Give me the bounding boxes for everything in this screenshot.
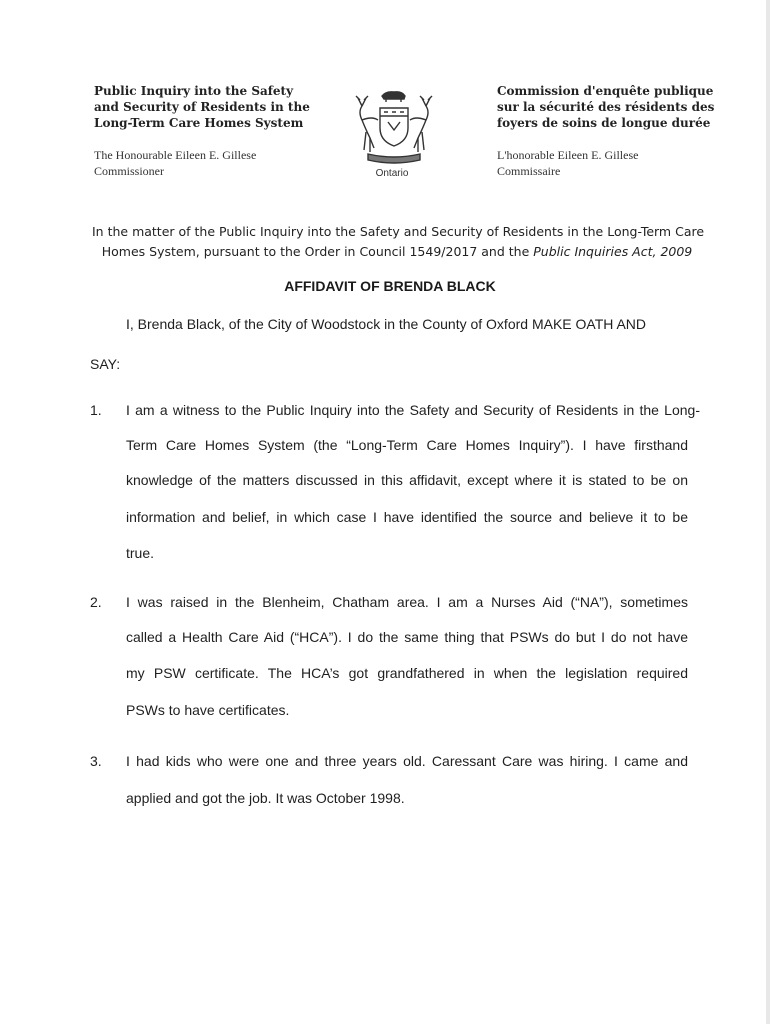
paragraph-number: 3. [90,753,102,769]
matter-statement [92,222,705,262]
commissioner-french [497,147,737,179]
matter-act-name: Public Inquiries Act, 2009 [533,244,693,259]
ontario-crest-icon [344,86,444,168]
paragraph-line: I was raised in the Blenheim, Chatham area. I am a Nurses Aid (“NA”), sometimes [126,594,688,610]
paragraph-line: true. [126,545,155,561]
inquiry-name-french [497,83,737,131]
inquiry-name-english-line2: and Security of Residents in the [94,100,310,114]
inquiry-name-french-line3: foyers de soins de longue durée [497,116,711,130]
affidavit-title: AFFIDAVIT OF BRENDA BLACK [284,278,496,294]
commissioner-title-english: Commissioner [94,164,165,178]
inquiry-name-english-line1: Public Inquiry into the Safety [94,84,294,98]
matter-line2 [92,242,702,262]
paragraph-line: knowledge of the matters discussed in this affidavit, except where it is stated to be on [126,472,688,488]
crest-label: Ontario [375,168,409,179]
paragraph-number: 2. [90,594,102,610]
paragraph-number: 1. [90,402,102,418]
inquiry-name-french-line1: Commission d'enquête publique [497,84,714,98]
paragraph-line: PSWs to have certificates. [126,702,290,718]
page-edge-shadow [766,0,770,1024]
matter-line1: In the matter of the Public Inquiry into the Safety and Security of Residents in the Long-Term Care [92,224,705,239]
commissioner-name-english: The Honourable Eileen E. Gillese [94,148,257,162]
commissioner-english [94,147,334,179]
paragraph-line: applied and got the job. It was October 1998. [126,790,405,806]
paragraph-line: my PSW certificate. The HCA’s got grandfathered in when the legislation required [126,665,688,681]
paragraph-line: information and belief, in which case I have identified the source and believe it to be [126,509,688,525]
inquiry-name-english-line3: Long-Term Care Homes System [94,116,304,130]
inquiry-name-french-line2: sur la sécurité des résidents des [497,100,715,114]
intro-line2: SAY: [90,356,121,372]
commissioner-name-french: L'honorable Eileen E. Gillese [497,148,639,162]
commissioner-title-french: Commissaire [497,164,561,178]
matter-line2-plain: Homes System, pursuant to the Order in Council 1549/2017 and the [101,244,534,259]
paragraph-line: called a Health Care Aid (“HCA”). I do the same thing that PSWs do but I do not have [126,629,688,645]
paragraph-line: I had kids who were one and three years old. Caressant Care was hiring. I came and [126,753,688,769]
intro-line1: I, Brenda Black, of the City of Woodstock in the County of Oxford MAKE OATH AND [126,316,647,332]
paragraph-line: I am a witness to the Public Inquiry into the Safety and Security of Residents in the Long- [126,402,700,418]
paragraph-line: Term Care Homes System (the “Long-Term Care Homes Inquiry”). I have firsthand [126,437,688,453]
inquiry-name-english [94,83,334,131]
